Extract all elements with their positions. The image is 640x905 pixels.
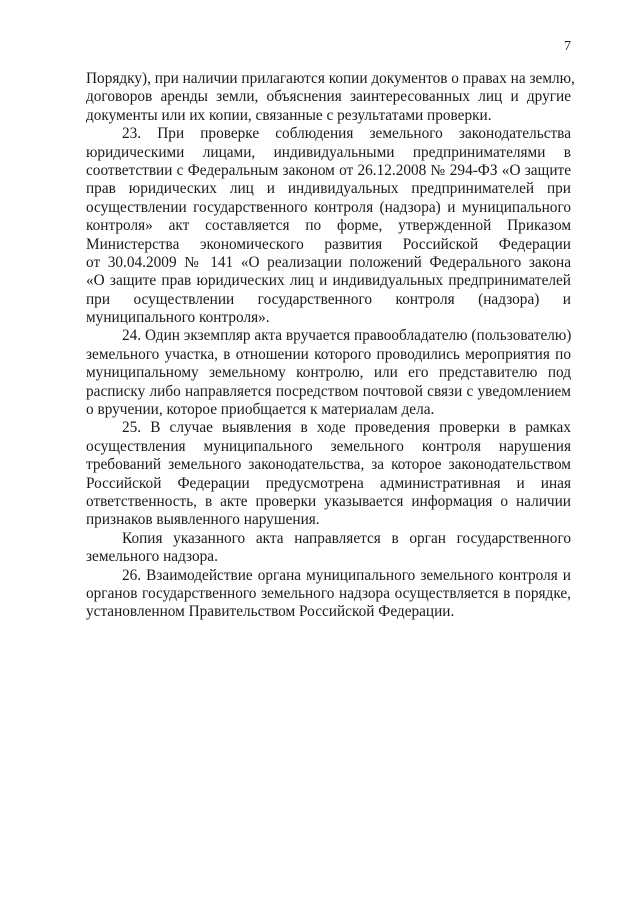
text-line: требований земельного законодательства, за которое законодательством xyxy=(86,456,571,474)
text-line: земельного участка, в отношении которого проводились мероприятия по xyxy=(86,345,571,363)
text-line: соответствии с Федеральным законом от 26.12.2008 № 294-ФЗ «О защите xyxy=(86,161,571,179)
paragraph-p-25-copy xyxy=(86,530,571,567)
text-line: муниципальному земельному контролю, или его представителю под xyxy=(86,364,571,382)
paragraph-p-26 xyxy=(86,567,571,622)
text-line: Порядку), при наличии прилагаются копии документов о правах на землю, xyxy=(86,70,575,87)
text-line: о вручении, которое приобщается к материалам дела. xyxy=(86,401,435,419)
text-line: документы или их копии, связанные с результатами проверки. xyxy=(86,106,492,124)
text-line: «О защите прав юридических лиц и индивидуальных предпринимателей xyxy=(86,272,571,290)
text-line: контроля» акт составляется по форме, утвержденной Приказом xyxy=(86,217,571,235)
text-line: земельного надзора. xyxy=(86,548,218,566)
text-line: осуществлении государственного контроля (надзора) и муниципального xyxy=(86,198,571,216)
text-line: расписку либо направляется посредством почтовой связи с уведомлением xyxy=(86,382,571,400)
paragraph-p-continuation xyxy=(86,70,575,125)
text-line: 26. Взаимодействие органа муниципального земельного контроля и xyxy=(122,566,571,584)
text-line: при осуществлении государственного контроля (надзора) и xyxy=(86,290,571,308)
text-line: установленном Правительством Российской Федерации. xyxy=(86,603,455,621)
text-line: осуществления муниципального земельного контроля нарушения xyxy=(86,437,571,455)
text-line: органов государственного земельного надзора осуществляется в порядке, xyxy=(86,584,571,602)
text-line: Российской Федерации предусмотрена административная и иная xyxy=(86,474,571,492)
text-line: 24. Один экземпляр акта вручается правообладателю (пользователю) xyxy=(122,327,572,345)
paragraph-p-23 xyxy=(86,125,571,327)
text-line: ответственность, в акте проверки указывается информация о наличии xyxy=(86,492,571,510)
document-body xyxy=(86,70,575,622)
text-line: договоров аренды земли, объяснения заинтересованных лиц и другие xyxy=(86,88,571,106)
page-number: 7 xyxy=(564,39,571,54)
paragraph-p-24 xyxy=(86,327,571,419)
paragraph-p-25 xyxy=(86,419,571,529)
text-line: муниципального контроля». xyxy=(86,309,270,327)
text-line: 23. При проверке соблюдения земельного законодательства xyxy=(122,125,571,143)
text-line: юридическими лицами, индивидуальными предпринимателями в xyxy=(86,143,571,161)
text-line: Министерства экономического развития Российской Федерации xyxy=(86,235,571,253)
text-line: Копия указанного акта направляется в орган государственного xyxy=(122,529,571,547)
text-line: прав юридических лиц и индивидуальных предпринимателей при xyxy=(86,180,571,198)
text-line: 25. В случае выявления в ходе проведения проверки в рамках xyxy=(122,419,571,437)
text-line: от 30.04.2009 № 141 «О реализации положений Федерального закона xyxy=(86,253,571,271)
text-line: признаков выявленного нарушения. xyxy=(86,511,320,529)
